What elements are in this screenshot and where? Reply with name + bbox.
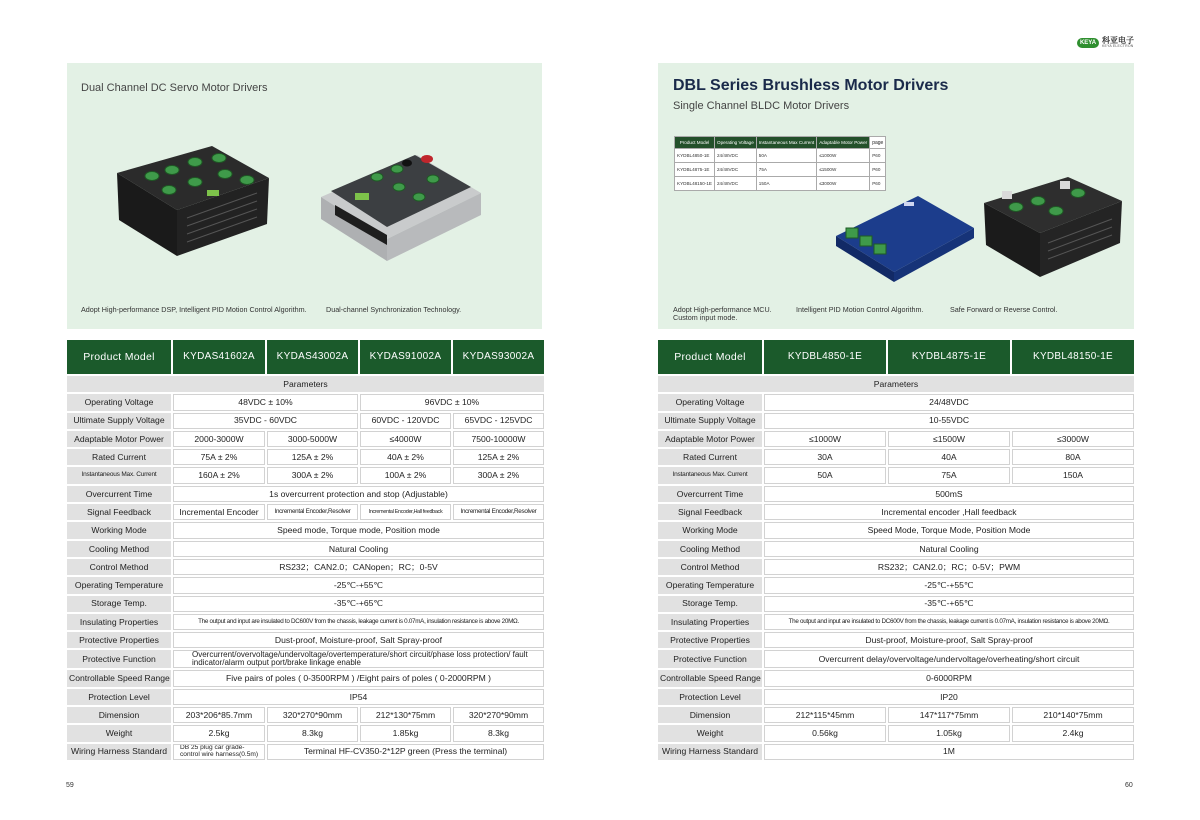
- header-product-model: Product Model: [67, 340, 171, 374]
- table-row: [67, 614, 544, 630]
- table-cell: 2.5kg: [173, 725, 265, 741]
- table-row: [658, 670, 1134, 686]
- row-label: Protective Properties: [67, 632, 171, 648]
- table-cell: Natural Cooling: [173, 541, 544, 557]
- right-spec-table: [656, 338, 1136, 762]
- table-row: [658, 707, 1134, 723]
- table-cell: Overcurrent delay/overvoltage/undervoltage/overheating/short circuit: [764, 650, 1134, 668]
- table-row: [67, 413, 544, 429]
- table-cell: 96VDC ± 10%: [360, 394, 544, 410]
- row-label: Working Mode: [658, 522, 762, 538]
- mini-header-model: Product Model: [675, 137, 715, 149]
- mini-cell: 24/48VDC: [715, 177, 757, 191]
- row-label: Protective Properties: [658, 632, 762, 648]
- row-label: Instantaneous Max. Current: [658, 467, 762, 483]
- table-cell: ≤1500W: [888, 431, 1010, 447]
- table-row: [67, 431, 544, 447]
- row-label: Adaptable Motor Power: [658, 431, 762, 447]
- row-label: Protection Level: [67, 689, 171, 705]
- table-cell: DB 25 plug car grade-control wire harness(0.5m): [173, 744, 265, 760]
- dual-servo-driver-grey-image: [315, 135, 487, 265]
- header-model-col: KYDBL4875-1E: [888, 340, 1010, 374]
- mini-header-voltage: Operating Voltage: [715, 137, 757, 149]
- row-label: Ultimate Supply Voltage: [67, 413, 171, 429]
- mini-cell: KYDBL4875-1E: [675, 163, 715, 177]
- bldc-driver-blue-image: [828, 188, 978, 288]
- table-cell: 147*117*75mm: [888, 707, 1010, 723]
- table-cell: 1.05kg: [888, 725, 1010, 741]
- row-label: Insulating Properties: [658, 614, 762, 630]
- mini-header-power: Adaptable Motor Power: [817, 137, 870, 149]
- table-cell: 48VDC ± 10%: [173, 394, 358, 410]
- mini-header-page: page: [870, 137, 886, 149]
- table-cell: ≤3000W: [1012, 431, 1134, 447]
- right-feature-1: Adopt High-performance MCU. Custom input mode.: [673, 305, 772, 322]
- row-label: Cooling Method: [67, 541, 171, 557]
- bldc-driver-black-image: [976, 171, 1126, 283]
- row-label: Control Method: [67, 559, 171, 575]
- table-cell: 30A: [764, 449, 886, 465]
- logo-cn-text: 科亚电子: [1102, 36, 1134, 46]
- right-feature-2: Intelligent PID Motion Control Algorithm.: [796, 305, 924, 314]
- table-row: [675, 149, 886, 163]
- table-row: [658, 449, 1134, 465]
- table-row: [658, 522, 1134, 538]
- row-label: Dimension: [658, 707, 762, 723]
- right-panel-title: DBL Series Brushless Motor Drivers: [673, 77, 949, 94]
- row-label: Signal Feedback: [67, 504, 171, 520]
- table-cell: ≤1000W: [764, 431, 886, 447]
- row-label: Ultimate Supply Voltage: [658, 413, 762, 429]
- page-number-left: 59: [66, 782, 74, 789]
- mini-cell: KYDBL4850-1E: [675, 149, 715, 163]
- header-model-col: KYDBL48150-1E: [1012, 340, 1134, 374]
- table-row: [658, 744, 1134, 760]
- table-cell: ≤4000W: [360, 431, 451, 447]
- page-number-right: 60: [1125, 782, 1133, 789]
- mini-cell: 150A: [756, 177, 816, 191]
- mini-cell: 24/48VDC: [715, 149, 757, 163]
- header-model-col: KYDBL4850-1E: [764, 340, 886, 374]
- mini-model-table: [674, 136, 886, 191]
- table-cell: RS232；CAN2.0；RC；0-5V；PWM: [764, 559, 1134, 575]
- row-label: Operating Voltage: [658, 394, 762, 410]
- table-cell: Incremental Encoder,Hall feedback: [360, 504, 451, 520]
- header-product-model: Product Model: [658, 340, 762, 374]
- table-cell: 35VDC - 60VDC: [173, 413, 358, 429]
- row-label: Overcurrent Time: [658, 486, 762, 502]
- table-cell: -35℃-+65℃: [173, 596, 544, 612]
- row-label: Protective Function: [67, 650, 171, 668]
- table-cell: Natural Cooling: [764, 541, 1134, 557]
- table-row: [67, 577, 544, 593]
- table-cell: 40A: [888, 449, 1010, 465]
- table-cell: 50A: [764, 467, 886, 483]
- table-row: [67, 707, 544, 723]
- row-label: Controllable Speed Range: [67, 670, 171, 686]
- table-row: [67, 486, 544, 502]
- table-cell: The output and input are insulated to DC600V from the chassis, leakage current is 0.07mA, insulation resistance is above 20MΩ.: [764, 614, 1134, 630]
- table-cell: 60VDC - 120VDC: [360, 413, 451, 429]
- table-row: [67, 559, 544, 575]
- mini-cell: KYDBL48150-1E: [675, 177, 715, 191]
- mini-cell: 24/48VDC: [715, 163, 757, 177]
- left-panel-subtitle: Dual Channel DC Servo Motor Drivers: [81, 82, 268, 94]
- table-cell: 500mS: [764, 486, 1134, 502]
- table-cell: 1M: [764, 744, 1134, 760]
- table-row: [658, 413, 1134, 429]
- table-cell: 320*270*90mm: [453, 707, 544, 723]
- mini-header-current: Instantaneous Max Current: [756, 137, 816, 149]
- right-panel-subtitle: Single Channel BLDC Motor Drivers: [673, 100, 850, 112]
- mini-cell: ≤3000W: [817, 177, 870, 191]
- row-label: Wiring Harness Standard: [658, 744, 762, 760]
- mini-cell: 50A: [756, 149, 816, 163]
- table-row: [658, 376, 1134, 392]
- table-cell: 320*270*90mm: [267, 707, 358, 723]
- mini-cell: P60: [870, 177, 886, 191]
- table-row: [67, 541, 544, 557]
- table-cell: 1s overcurrent protection and stop (Adjustable): [173, 486, 544, 502]
- parameters-label: Parameters: [67, 376, 544, 392]
- table-row: [67, 596, 544, 612]
- table-cell: 2000-3000W: [173, 431, 265, 447]
- row-label: Rated Current: [658, 449, 762, 465]
- table-cell: 8.3kg: [453, 725, 544, 741]
- table-cell: 24/48VDC: [764, 394, 1134, 410]
- header-model-col: KYDAS41602A: [173, 340, 265, 374]
- table-cell: Incremental Encoder,Resolver: [267, 504, 358, 520]
- table-cell: RS232；CAN2.0；CANopen；RC；0-5V: [173, 559, 544, 575]
- table-cell: 300A ± 2%: [267, 467, 358, 483]
- row-label: Overcurrent Time: [67, 486, 171, 502]
- table-row: [658, 650, 1134, 668]
- table-row: [67, 650, 544, 668]
- table-cell: 300A ± 2%: [453, 467, 544, 483]
- parameters-label: Parameters: [658, 376, 1134, 392]
- table-cell: 0-6000RPM: [764, 670, 1134, 686]
- table-row: [67, 632, 544, 648]
- table-cell: 8.3kg: [267, 725, 358, 741]
- table-row: [658, 431, 1134, 447]
- table-row: [658, 596, 1134, 612]
- row-label: Operating Voltage: [67, 394, 171, 410]
- row-label: Wiring Harness Standard: [67, 744, 171, 760]
- left-product-panel: [67, 63, 542, 329]
- table-row: [658, 632, 1134, 648]
- table-row: [658, 614, 1134, 630]
- table-cell: 75A: [888, 467, 1010, 483]
- mini-cell: P60: [870, 149, 886, 163]
- table-cell: -25℃-+55℃: [173, 577, 544, 593]
- table-cell: 75A ± 2%: [173, 449, 265, 465]
- table-row: [67, 449, 544, 465]
- table-cell: 150A: [1012, 467, 1134, 483]
- table-cell: 203*206*85.7mm: [173, 707, 265, 723]
- table-cell: 2.4kg: [1012, 725, 1134, 741]
- table-row: [67, 504, 544, 520]
- brand-logo: [1077, 36, 1139, 50]
- table-cell: -25℃-+55℃: [764, 577, 1134, 593]
- table-cell: Terminal HF-CV350-2*12P green (Press the terminal): [267, 744, 544, 760]
- table-row: [658, 689, 1134, 705]
- row-label: Adaptable Motor Power: [67, 431, 171, 447]
- mini-cell: ≤1000W: [817, 149, 870, 163]
- table-row: [658, 467, 1134, 483]
- table-cell: 10-55VDC: [764, 413, 1134, 429]
- table-cell: 125A ± 2%: [453, 449, 544, 465]
- row-label: Rated Current: [67, 449, 171, 465]
- left-spec-table: [65, 338, 546, 762]
- table-cell: 212*115*45mm: [764, 707, 886, 723]
- row-label: Insulating Properties: [67, 614, 171, 630]
- logo-badge: KEYA: [1077, 38, 1099, 48]
- table-cell: 212*130*75mm: [360, 707, 451, 723]
- table-cell: Dust-proof, Moisture-proof, Salt Spray-proof: [173, 632, 544, 648]
- table-row: [658, 559, 1134, 575]
- header-model-col: KYDAS91002A: [360, 340, 451, 374]
- right-feature-3: Safe Forward or Reverse Control.: [950, 305, 1058, 314]
- table-cell: 65VDC - 125VDC: [453, 413, 544, 429]
- table-cell: Speed mode, Torque mode, Position mode: [173, 522, 544, 538]
- table-cell: -35℃-+65℃: [764, 596, 1134, 612]
- row-label: Weight: [658, 725, 762, 741]
- table-cell: 210*140*75mm: [1012, 707, 1134, 723]
- row-label: Signal Feedback: [658, 504, 762, 520]
- table-cell: Speed Mode, Torque Mode, Position Mode: [764, 522, 1134, 538]
- table-row: [67, 689, 544, 705]
- table-row: [658, 577, 1134, 593]
- table-row: [658, 394, 1134, 410]
- row-label: Instantaneous Max. Current: [67, 467, 171, 483]
- mini-cell: 75A: [756, 163, 816, 177]
- table-cell: 125A ± 2%: [267, 449, 358, 465]
- row-label: Protective Function: [658, 650, 762, 668]
- table-row: [67, 467, 544, 483]
- table-cell: Dust-proof, Moisture-proof, Salt Spray-proof: [764, 632, 1134, 648]
- table-row: [658, 725, 1134, 741]
- table-cell: 7500-10000W: [453, 431, 544, 447]
- table-row: [67, 376, 544, 392]
- table-cell: Five pairs of poles ( 0-3500RPM ) /Eight pairs of poles ( 0-2000RPM ): [173, 670, 544, 686]
- left-table-header: [67, 340, 544, 374]
- left-feature-1: Adopt High-performance DSP, Intelligent PID Motion Control Algorithm.: [81, 305, 307, 314]
- table-cell: 100A ± 2%: [360, 467, 451, 483]
- table-cell: Overcurrent/overvoltage/undervoltage/overtemperature/short circuit/phase loss protection/ fault indicator/alarm output port/brake linkage enable: [173, 650, 544, 668]
- table-cell: IP54: [173, 689, 544, 705]
- row-label: Protection Level: [658, 689, 762, 705]
- table-cell: 0.56kg: [764, 725, 886, 741]
- row-label: Working Mode: [67, 522, 171, 538]
- table-row: [658, 541, 1134, 557]
- mini-table-header: [675, 137, 886, 149]
- header-model-col: KYDAS93002A: [453, 340, 544, 374]
- table-row: [675, 163, 886, 177]
- row-label: Operating Temperature: [67, 577, 171, 593]
- table-row: [67, 670, 544, 686]
- row-label: Storage Temp.: [67, 596, 171, 612]
- table-cell: 3000-5000W: [267, 431, 358, 447]
- left-feature-2: Dual-channel Synchronization Technology.: [326, 305, 462, 314]
- mini-cell: ≤1500W: [817, 163, 870, 177]
- table-cell: Incremental Encoder,Resolver: [453, 504, 544, 520]
- table-row: [67, 744, 544, 760]
- right-table-header: [658, 340, 1134, 374]
- table-row: [67, 394, 544, 410]
- row-label: Cooling Method: [658, 541, 762, 557]
- table-row: [67, 522, 544, 538]
- row-label: Controllable Speed Range: [658, 670, 762, 686]
- row-label: Weight: [67, 725, 171, 741]
- row-label: Dimension: [67, 707, 171, 723]
- dual-servo-driver-black-image: [107, 138, 272, 258]
- row-label: Control Method: [658, 559, 762, 575]
- table-cell: Incremental encoder ,Hall feedback: [764, 504, 1134, 520]
- row-label: Storage Temp.: [658, 596, 762, 612]
- table-cell: 80A: [1012, 449, 1134, 465]
- table-row: [658, 486, 1134, 502]
- table-cell: The output and input are insulated to DC600V from the chassis, leakage current is 0.07mA, insulation resistance is above 20MΩ.: [173, 614, 544, 630]
- header-model-col: KYDAS43002A: [267, 340, 358, 374]
- table-cell: 1.85kg: [360, 725, 451, 741]
- table-row: [67, 725, 544, 741]
- mini-cell: P60: [870, 163, 886, 177]
- table-row: [658, 504, 1134, 520]
- table-cell: Incremental Encoder: [173, 504, 265, 520]
- row-label: Operating Temperature: [658, 577, 762, 593]
- table-cell: 40A ± 2%: [360, 449, 451, 465]
- table-cell: IP20: [764, 689, 1134, 705]
- right-product-panel: [658, 63, 1134, 329]
- table-cell: 160A ± 2%: [173, 467, 265, 483]
- logo-en-text: KEYA ELECTRON: [1102, 44, 1134, 49]
